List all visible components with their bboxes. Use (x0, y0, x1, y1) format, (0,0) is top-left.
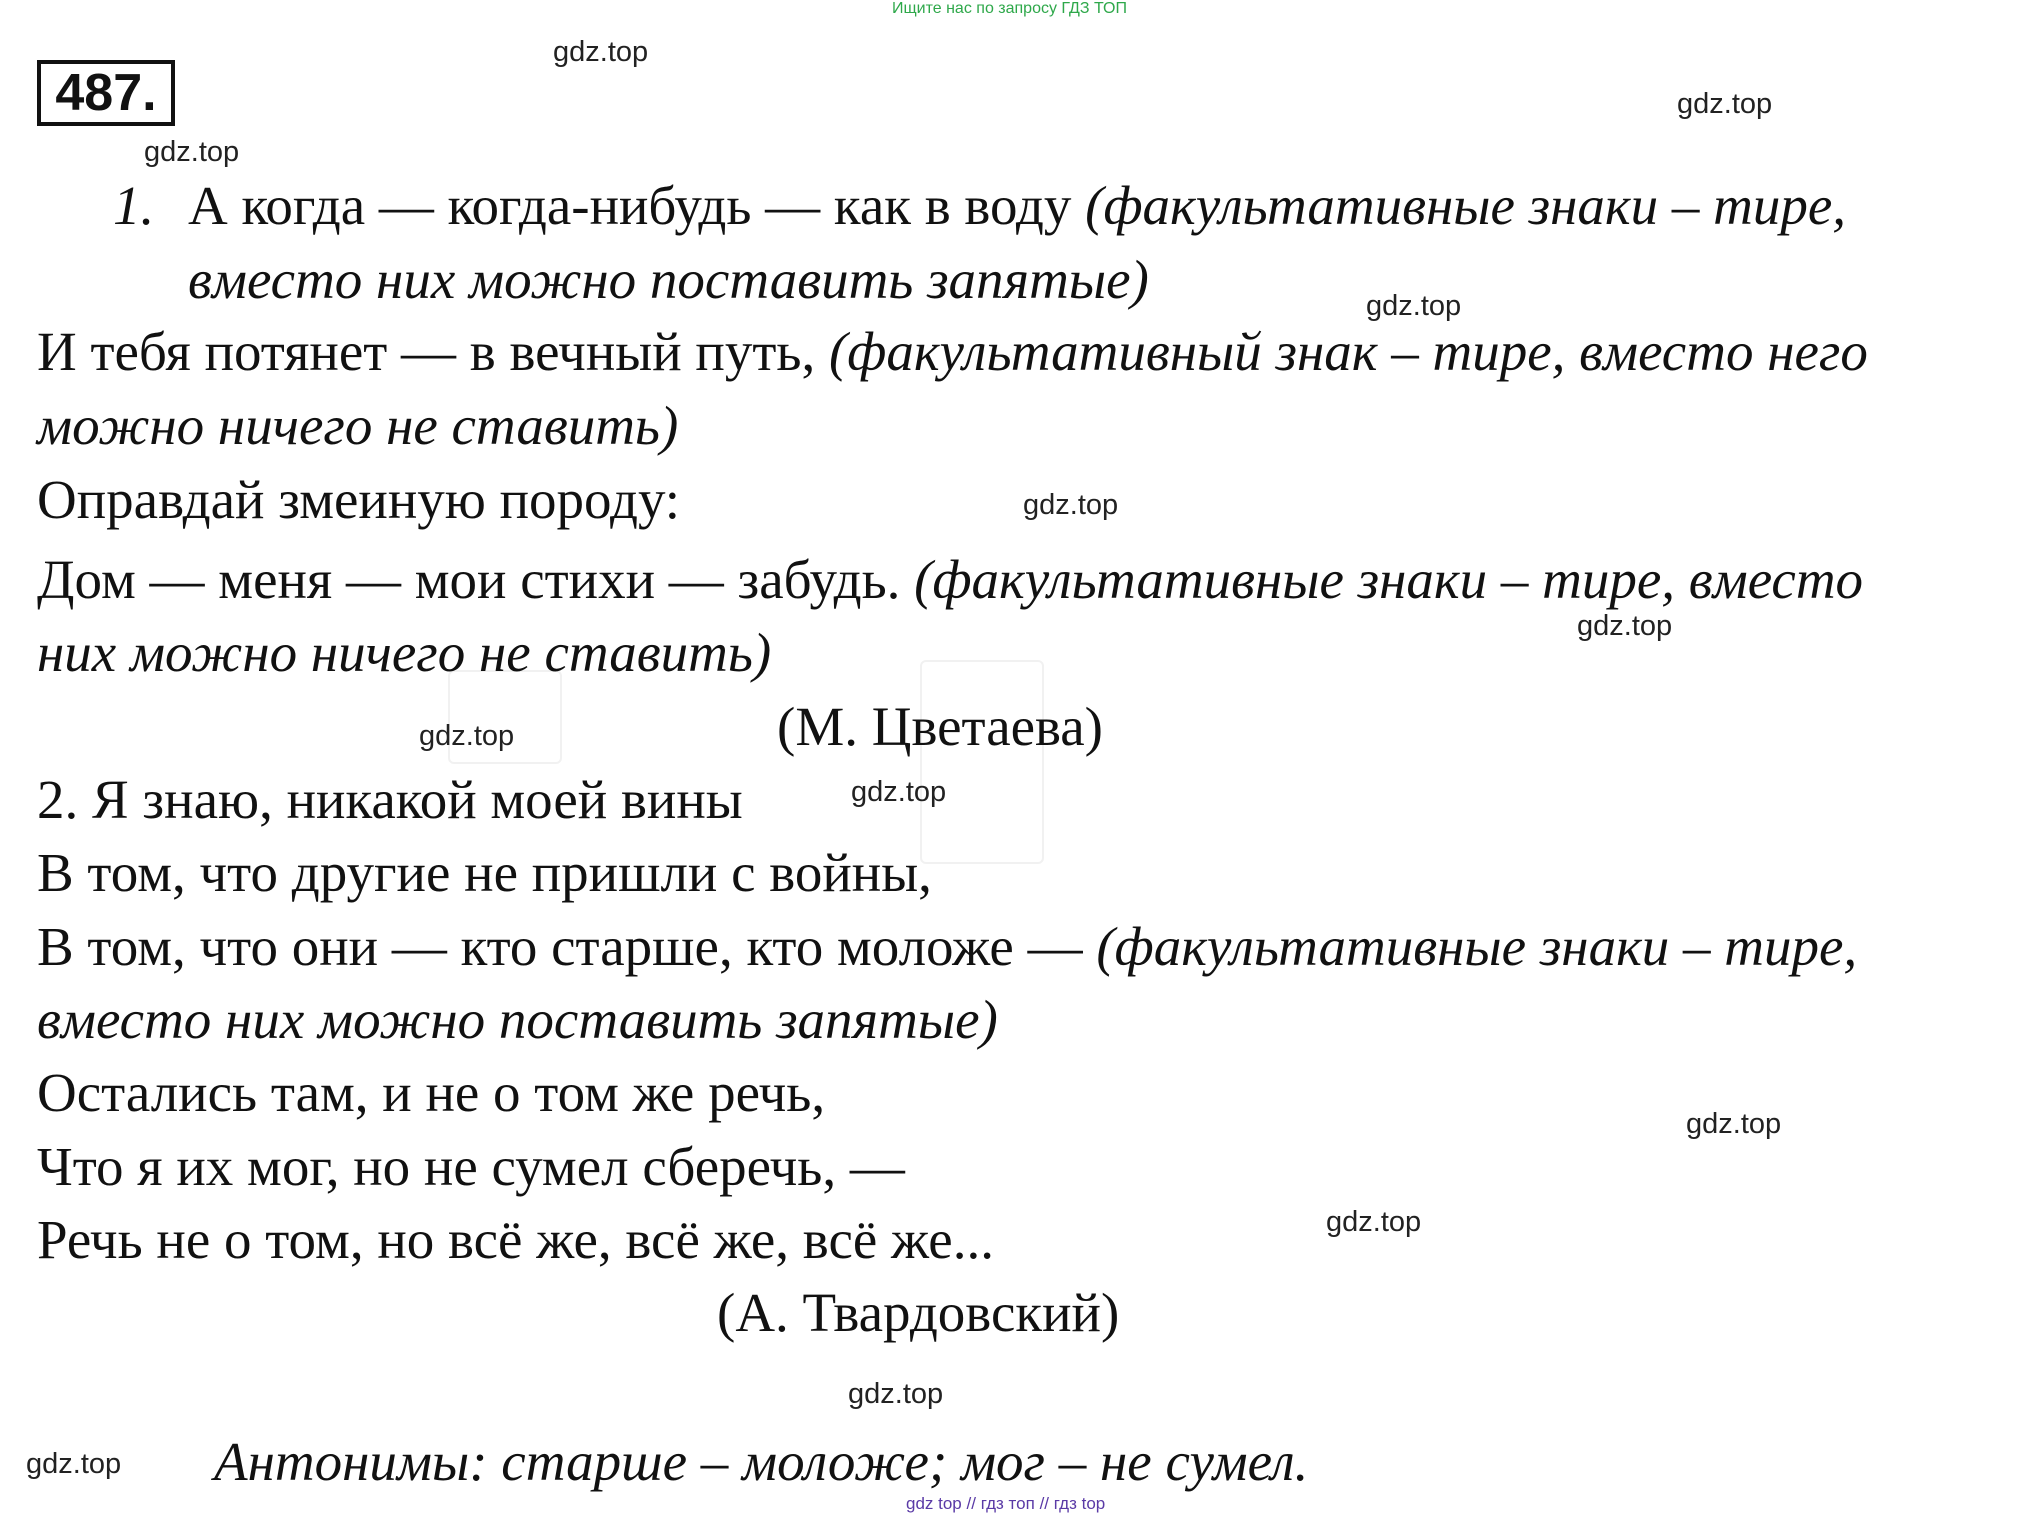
top-banner[interactable]: Ищите нас по запросу ГДЗ ТОП (892, 0, 1127, 17)
section2-line7: Речь не о том, но всё же, всё же, всё же... (37, 1209, 994, 1270)
section1-line3 (37, 322, 1868, 382)
section2-line4: вместо них можно поставить запятые) (37, 989, 998, 1050)
comment-text: (факультативный знак – тире, вместо него (828, 321, 1868, 382)
section2-line2: В том, что другие не пришли с войны, (37, 842, 932, 903)
section1-line5: Оправдай змеиную породу: (37, 469, 681, 530)
poem-text: Дом — меня — мои стихи — забудь. (37, 549, 915, 610)
watermark: gdz.top (419, 720, 515, 752)
section2-author: (А. Твардовский) (717, 1282, 1120, 1343)
antonyms-line: Антонимы: старше – моложе; мог – не сумел. (214, 1431, 1309, 1492)
comment-text: (факультативные знаки – тире, вместо (914, 549, 1864, 610)
section1-line6 (37, 550, 1863, 610)
watermark: gdz.top (1677, 88, 1773, 120)
footer-separator: // (1039, 1494, 1050, 1513)
poem-text: И тебя потянет — в вечный путь, (37, 321, 829, 382)
section1-line1 (188, 176, 1846, 236)
section1-line2: вместо них можно поставить запятые) (188, 249, 1149, 310)
footer-links (906, 1494, 1105, 1514)
background-shape (920, 660, 1044, 864)
section1-line4: можно ничего не ставить) (37, 395, 679, 456)
footer-link[interactable]: gdz top (906, 1494, 962, 1513)
watermark: gdz.top (1023, 489, 1119, 521)
watermark: gdz.top (1686, 1108, 1782, 1140)
task-number: 487. (37, 60, 175, 126)
watermark: gdz.top (1326, 1206, 1422, 1238)
section1-author: (М. Цветаева) (777, 696, 1103, 757)
section2-line3 (37, 917, 1857, 977)
poem-text: В том, что они — кто старше, кто моложе — (37, 916, 1097, 977)
watermark: gdz.top (848, 1378, 944, 1410)
section2-line1: 2. Я знаю, никакой моей вины (37, 769, 743, 830)
footer-link[interactable]: гдз top (1053, 1494, 1106, 1513)
watermark: gdz.top (144, 136, 240, 168)
section2-line6: Что я их мог, но не сумел сберечь, — (37, 1136, 905, 1197)
section1-line7: них можно ничего не ставить) (37, 622, 772, 683)
watermark: gdz.top (553, 36, 649, 68)
watermark: gdz.top (851, 776, 947, 808)
comment-text: (факультативные знаки – тире, (1096, 916, 1858, 977)
footer-separator: // (966, 1494, 976, 1513)
section1-number: 1. (113, 175, 155, 236)
poem-text: А когда — когда-нибудь — как в воду (188, 175, 1086, 236)
comment-text: (факультативные знаки – тире, (1085, 175, 1847, 236)
watermark: gdz.top (26, 1448, 122, 1480)
section2-line5: Остались там, и не о том же речь, (37, 1062, 826, 1123)
footer-link[interactable]: гдз топ (980, 1494, 1035, 1513)
watermark: gdz.top (1577, 610, 1673, 642)
watermark: gdz.top (1366, 290, 1462, 322)
